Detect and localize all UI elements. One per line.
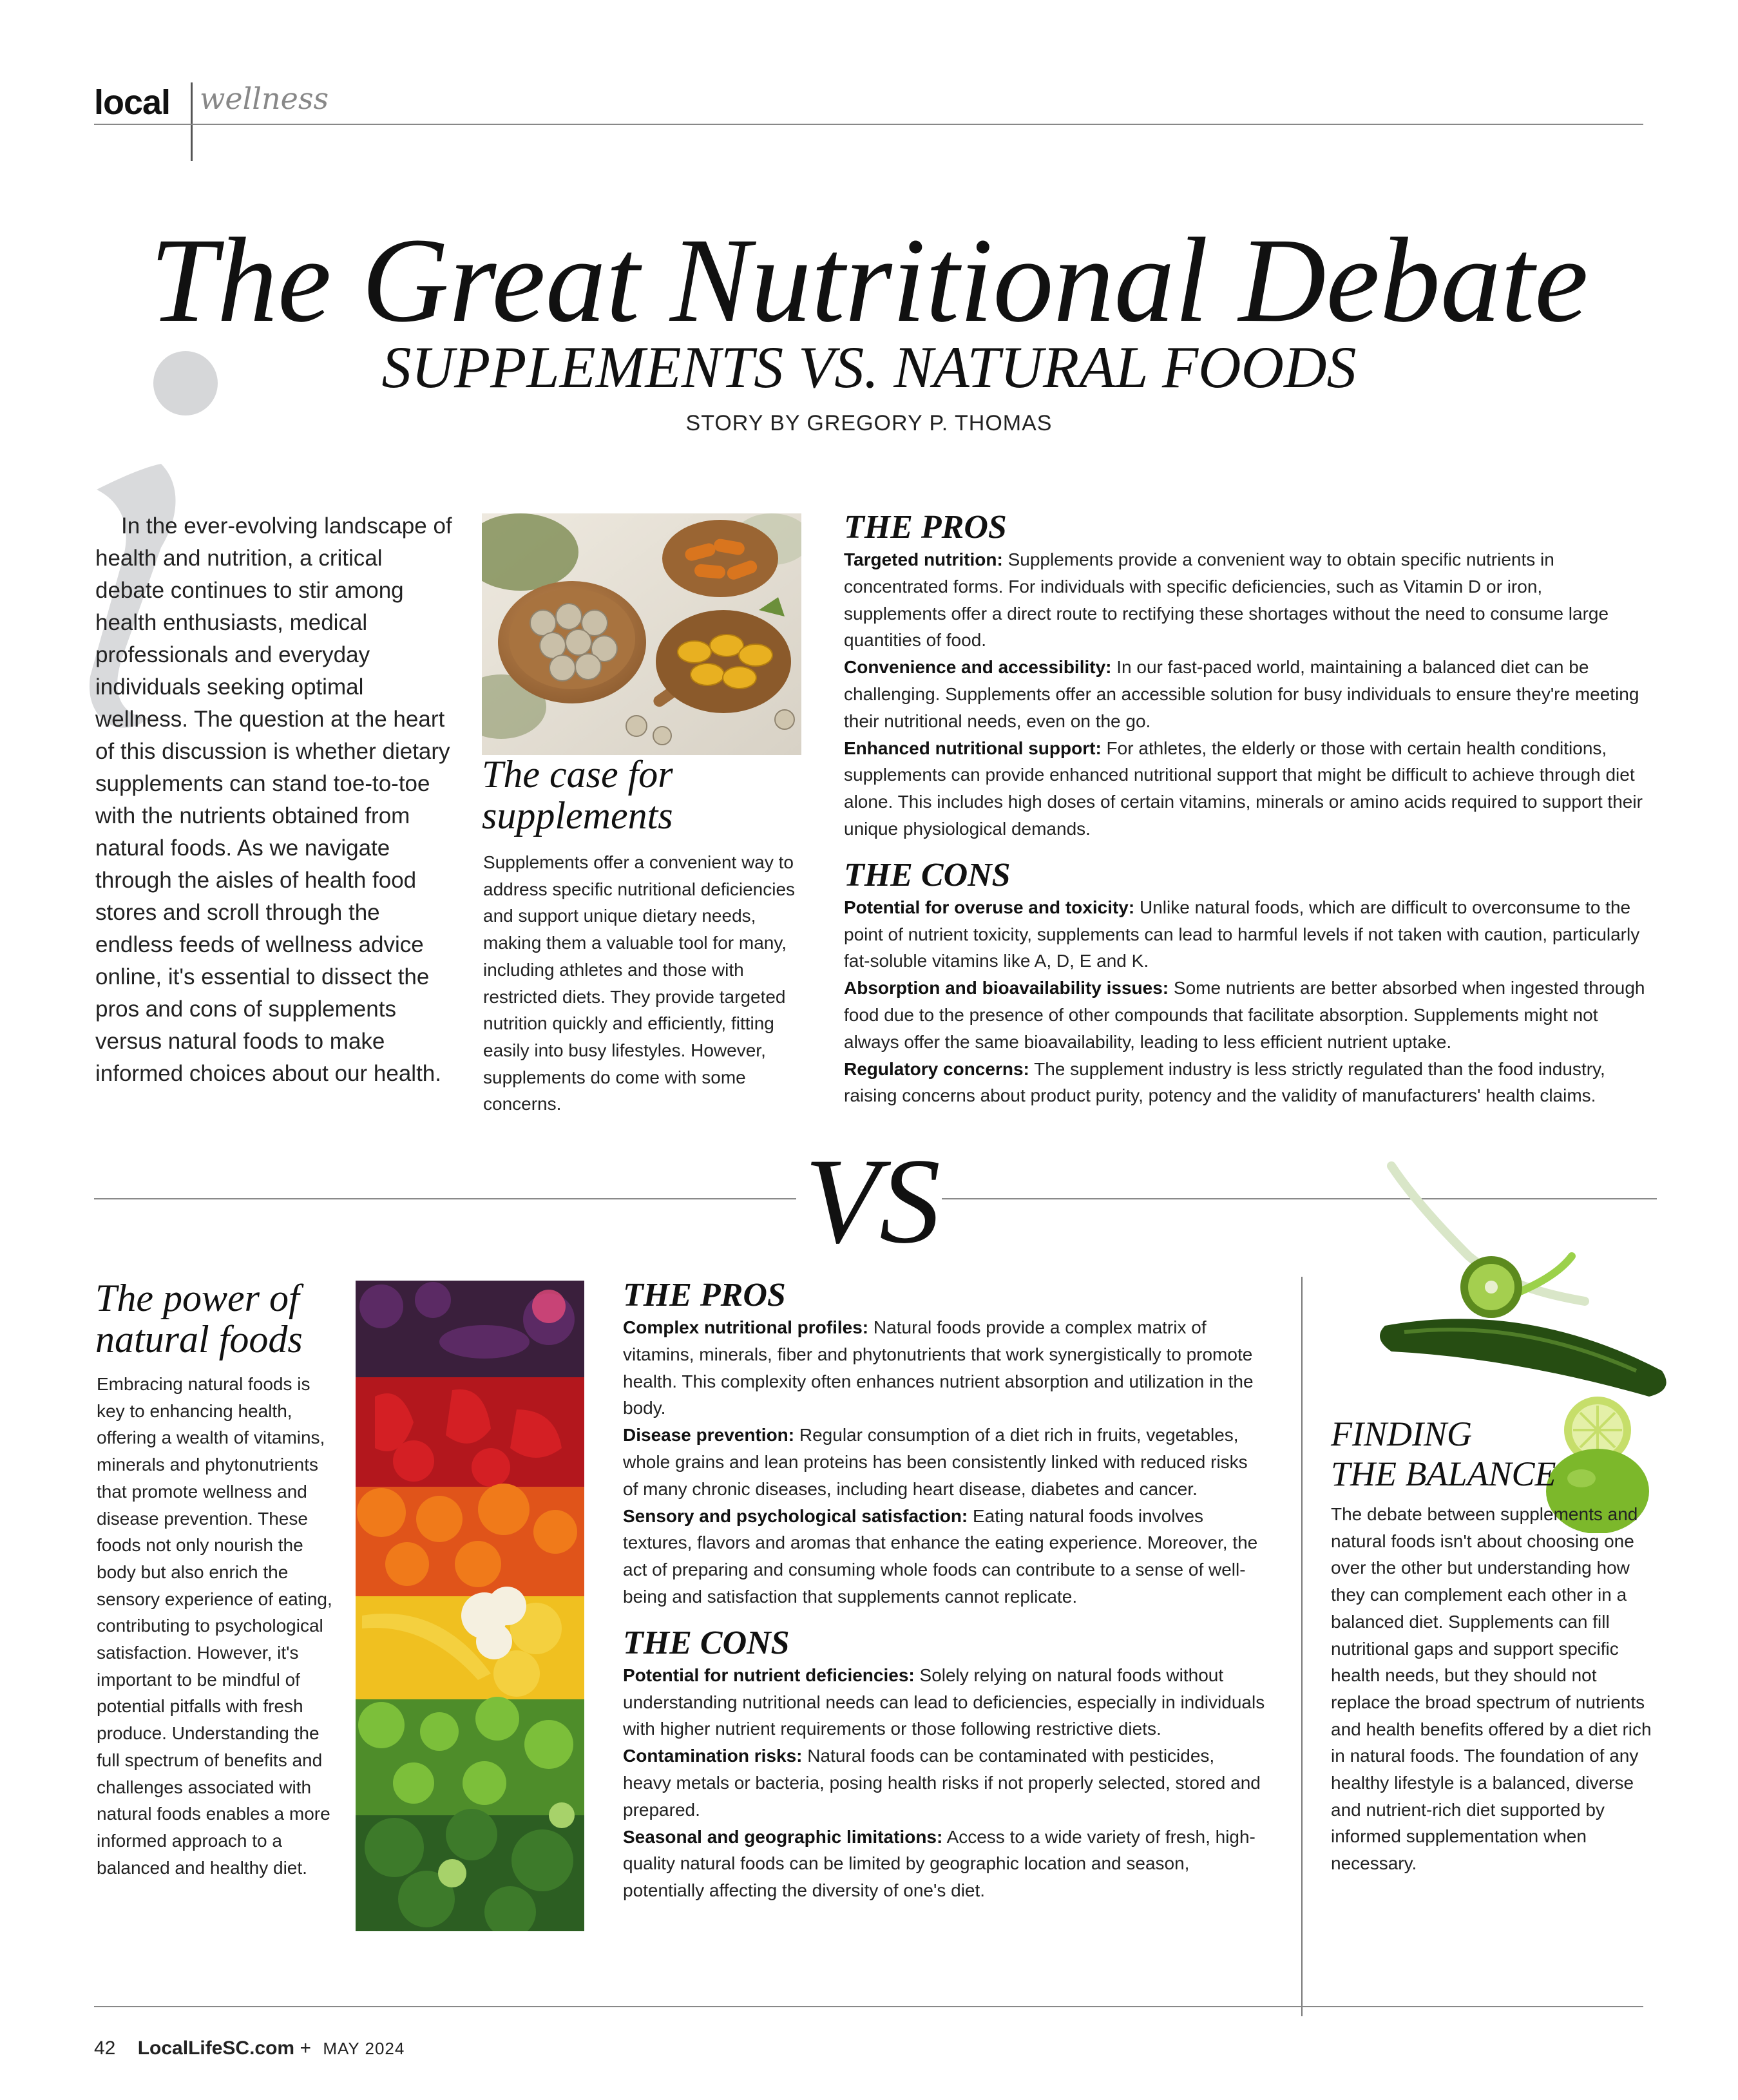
- natural-pros-heading: THE PROS: [623, 1277, 786, 1313]
- con-label: Potential for overuse and toxicity:: [844, 897, 1135, 917]
- natural-con-item: [623, 1742, 1267, 1823]
- supplements-pros-list: [844, 546, 1649, 843]
- issue-date: MAY 2024: [323, 2039, 405, 2058]
- pro-text: Supplements provide a convenient way to obtain specific nutrients in concentrated forms. For individuals with specific deficiencies, such as Vitamin D or iron, supplements offer a direct route to rectifying these shortages without the need to consume large quantities of food.: [844, 549, 1609, 651]
- con-text: Natural foods can be contaminated with pesticides, heavy metals or bacteria, posing health risks if not properly selected, stored and prepared.: [623, 1746, 1261, 1820]
- natural-con-item: [623, 1824, 1267, 1904]
- pro-text: For athletes, the elderly or those with certain health conditions, supplements can provide enhanced nutritional support that might be difficult to achieve through diet alone. This includes high doses of certain vitamins, minerals or amino acids required to support their unique physiological demands.: [844, 738, 1643, 839]
- vs-label: VS: [805, 1134, 941, 1269]
- natural-cons-heading: THE CONS: [623, 1624, 790, 1661]
- header-divider: [191, 82, 193, 161]
- con-label: Absorption and bioavailability issues:: [844, 978, 1169, 998]
- supplements-con-item: [844, 1056, 1649, 1110]
- supplements-pro-item: [844, 546, 1649, 654]
- supplements-con-item: [844, 894, 1649, 975]
- pro-label: Enhanced nutritional support:: [844, 738, 1102, 758]
- supplements-con-item: [844, 975, 1649, 1055]
- balance-body: The debate between supplements and natural foods isn't about choosing one over the other but understanding how they can complement each other in a balanced diet. Supplements can fill nutritional gaps and support specific health needs, but they should not replace the broad spectrum of nutrients and health benefits offered by a diet rich in natural foods. The foundation of any healthy lifestyle is a balanced, diverse and nutrient-rich diet supported by informed supplementation when necessary.: [1331, 1504, 1652, 1874]
- natural-body: Embracing natural foods is key to enhancing health, offering a wealth of vitamins, minerals and phytonutrients that promote wellness and disease prevention. These foods not only nourish the body but also enrich the sensory experience of eating, contributing to psychological satisfaction. However, it's important to be mindful of potential pitfalls with fresh produce. Understanding the full spectrum of benefits and challenges associated with natural foods enables a more informed approach to a balanced and healthy diet.: [97, 1374, 332, 1878]
- footer-rule: [94, 2006, 1643, 2007]
- natural-pro-item: [623, 1503, 1267, 1610]
- supplements-heading: [482, 754, 791, 836]
- page-footer: [94, 2038, 405, 2059]
- supplements-cons-heading: THE CONS: [844, 856, 1011, 893]
- balance-heading-line1: FINDING: [1331, 1415, 1472, 1453]
- supplements-cons-list: [844, 894, 1649, 1109]
- page-title: The Great Nutritional Debate: [149, 213, 1589, 347]
- con-label: Contamination risks:: [623, 1746, 803, 1766]
- con-label: Regulatory concerns:: [844, 1058, 1029, 1079]
- section-label: wellness: [200, 81, 329, 116]
- supplements-pros-heading: THE PROS: [844, 509, 1007, 546]
- supplements-body: Supplements offer a convenient way to address specific nutritional deficiencies and support unique dietary needs, making them a valuable tool for many, including athletes and those with restricted diets. They provide targeted nutrition quickly and efficiently, fitting easily into busy lifestyles. However, supplements do come with some concerns.: [483, 852, 796, 1114]
- con-label: Seasonal and geographic limitations:: [623, 1826, 943, 1847]
- supplements-heading-text: The case for supplements: [482, 753, 673, 837]
- con-text: Solely relying on natural foods without understanding nutritional needs can lead to deficiencies, especially in individuals with higher nutrient requirements or those following restrictive diets.: [623, 1665, 1265, 1739]
- brand-logo: local: [94, 83, 171, 122]
- balance-heading: [1331, 1414, 1589, 1494]
- supplements-photo: [482, 513, 801, 755]
- pro-text: In our fast-paced world, maintaining a balanced diet can be challenging. Supplements offer an accessible solution for busy individuals to ensure they're meeting their nutritional needs, even on the go.: [844, 657, 1639, 731]
- footer-separator: +: [300, 2038, 311, 2059]
- natural-cons-list: [623, 1662, 1267, 1904]
- column-divider: [1301, 1277, 1303, 2016]
- pro-label: Targeted nutrition:: [844, 549, 1003, 569]
- natural-pros-cons: [623, 1277, 1267, 1904]
- page-number: 42: [94, 2038, 116, 2059]
- footer-site-link[interactable]: LocalLifeSC.com: [137, 2038, 295, 2059]
- intro-text: [95, 510, 456, 1090]
- natural-pro-item: [623, 1314, 1267, 1422]
- supplements-summary: [483, 849, 805, 1118]
- supplements-pro-item: [844, 735, 1649, 843]
- natural-pro-item: [623, 1422, 1267, 1502]
- balance-summary: [1331, 1501, 1653, 1877]
- pro-label: Disease prevention:: [623, 1425, 795, 1446]
- natural-summary: [97, 1371, 341, 1881]
- supplements-pro-item: [844, 654, 1649, 734]
- intro-paragraph: In the ever-evolving landscape of health and nutrition, a critical debate continues to stir among health enthusiasts, medical professionals and everyday individuals seeking optimal wellness. The question at the heart of this discussion is whether dietary supplements can stand toe-to-toe with the nutrients obtained from natural foods. As we navigate through the aisles of health food stores and scroll through the endless feeds of wellness advice online, it's essential to dissect the pros and cons of supplements versus natural foods to make informed choices about our health.: [95, 513, 452, 1086]
- con-text: Unlike natural foods, which are difficult to overconsume to the point of nutrient toxicity, supplements can lead to harmful levels if not taken with caution, particularly fat-soluble vitamins like A, D, E and K.: [844, 897, 1640, 971]
- pro-label: Convenience and accessibility:: [844, 657, 1112, 678]
- page-subtitle: SUPPLEMENTS VS. NATURAL FOODS: [381, 334, 1357, 400]
- supplements-pros-cons: [844, 509, 1649, 1109]
- header-rule: [94, 124, 1643, 125]
- natural-pros-list: [623, 1314, 1267, 1610]
- byline: STORY BY GREGORY P. THOMAS: [685, 411, 1053, 435]
- pro-label: Sensory and psychological satisfaction:: [623, 1505, 968, 1526]
- con-text: Some nutrients are better absorbed when ingested through food due to the presence of other compounds that facilitate absorption. Supplements might not always offer the same bioavailability, leading to less efficient nutrient uptake.: [844, 978, 1645, 1052]
- pro-text: Regular consumption of a diet rich in fruits, vegetables, whole grains and lean proteins has been consistently linked with reduced risks of many chronic diseases, including heart disease, diabetes and cancer.: [623, 1425, 1248, 1499]
- vs-rule-left: [94, 1198, 796, 1199]
- pro-label: Complex nutritional profiles:: [623, 1317, 869, 1337]
- con-label: Potential for nutrient deficiencies:: [623, 1665, 915, 1685]
- natural-con-item: [623, 1662, 1267, 1742]
- natural-heading: [95, 1277, 366, 1360]
- pro-text: Eating natural foods involves textures, flavors and aromas that enhance the eating experience. Moreover, the act of preparing and consuming whole foods can contribute to a sense of well-being and satisfaction that supplements cannot replicate.: [623, 1505, 1258, 1607]
- natural-heading-text: The power of natural foods: [95, 1277, 303, 1360]
- supplements-photo-illustration: [482, 513, 801, 755]
- con-text: The supplement industry is less strictly regulated than the food industry, raising concerns about product purity, potency and the validity of manufacturers' health claims.: [844, 1058, 1605, 1106]
- pro-text: Natural foods provide a complex matrix of vitamins, minerals, fiber and phytonutrients that work synergistically to promote health. This complexity often enhances nutrient absorption and utilization in the body.: [623, 1317, 1254, 1418]
- vegetables-photo: [356, 1281, 584, 1931]
- vegetables-photo-illustration: [356, 1281, 584, 1931]
- balance-heading-line2: THE BALANCE: [1331, 1455, 1556, 1493]
- con-text: Access to a wide variety of fresh, high-quality natural foods can be limited by geographic location and season, potentially affecting the diversity of one's diet.: [623, 1826, 1256, 1901]
